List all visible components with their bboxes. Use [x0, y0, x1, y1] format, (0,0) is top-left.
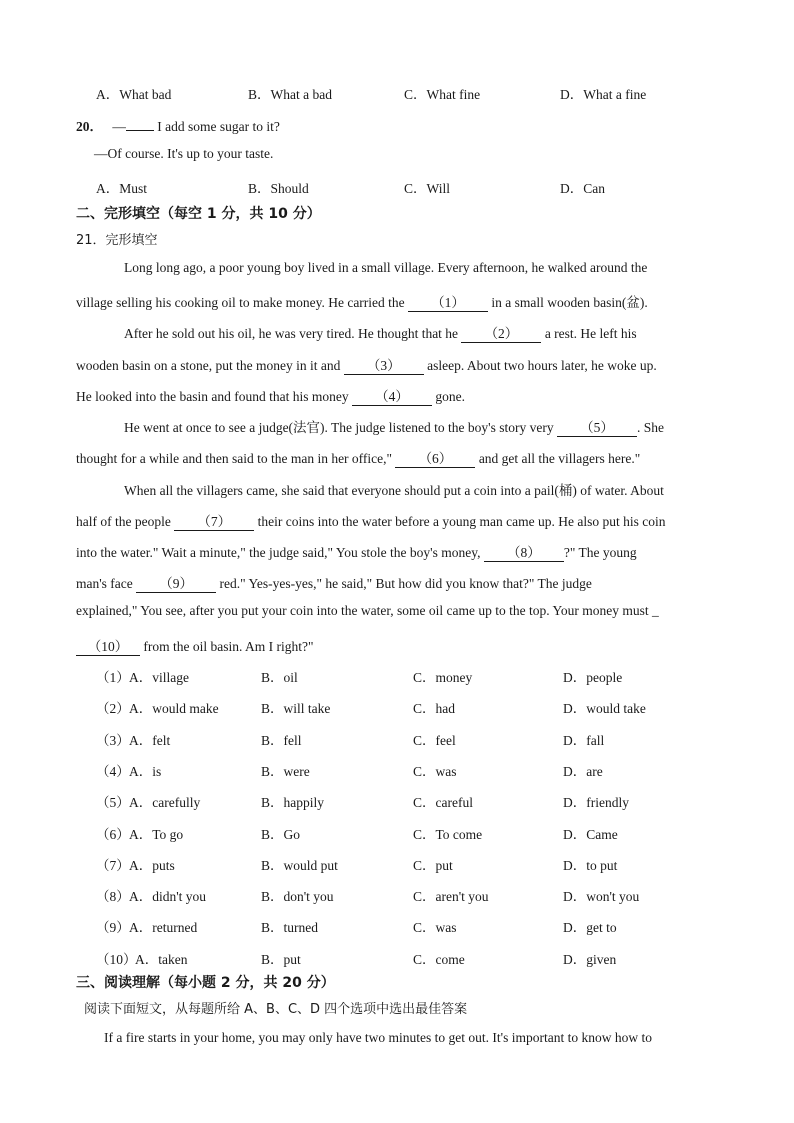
choice-option-c: C．feel: [413, 732, 456, 748]
passage-p4-line3: [76, 541, 718, 562]
choice-option-c: C．put: [413, 857, 453, 873]
choice-option-c: C．come: [413, 951, 465, 967]
blank-2: （2）: [461, 322, 541, 343]
passage-p4-line5: explained," You see, after you put your coin into the water, some oil came up to the top. Your money must _: [76, 603, 659, 618]
section3-heading: 三、阅读理解（每小题 2 分，共 20 分）: [76, 975, 335, 991]
choice-number: （3）: [96, 732, 130, 748]
blank-9: （9）: [136, 572, 216, 593]
choice-option-c: C．To come: [413, 826, 483, 842]
choice-number: （6）: [96, 826, 130, 842]
q19-option-b: B．What a bad: [248, 87, 332, 102]
passage-text: their coins into the water before a young man came up. He also put his coin: [257, 514, 666, 529]
q20-option-a: A．Must: [96, 181, 148, 196]
section3-instruction: 阅读下面短文，从每题所给 A、B、C、D 四个选项中选出最佳答案: [84, 1002, 468, 1017]
choice-number: （7）: [96, 857, 130, 873]
passage-text: a rest. He left his: [544, 326, 637, 341]
passage-p3-line2: [76, 447, 718, 468]
passage-text: . She: [636, 420, 664, 435]
q19-option-c: C．What fine: [404, 87, 481, 102]
reading-passage-line1: If a fire starts in your home, you may only have two minutes to get out. It's important to know how to: [104, 1030, 652, 1045]
choice-option-c: C．aren't you: [413, 889, 489, 905]
choice-option-b: B．don't you: [261, 889, 334, 905]
passage-text: from the oil basin. Am I right?": [143, 639, 314, 654]
q20-number: 20．: [76, 119, 103, 134]
passage-p2-line3: [76, 385, 718, 406]
q20-option-b: B．Should: [248, 181, 309, 196]
choice-option-d: D．are: [563, 763, 603, 779]
passage-p2-line2: [76, 354, 718, 375]
passage-text: He looked into the basin and found that his money: [76, 389, 349, 404]
choice-option-a: A．is: [129, 763, 162, 779]
choice-option-d: D．given: [563, 951, 617, 967]
passage-text: asleep. About two hours later, he woke up.: [427, 358, 657, 373]
section2-heading: 二、完形填空（每空 1 分，共 10 分）: [76, 206, 321, 222]
q20-blank: [126, 130, 154, 131]
passage-text: man's face: [76, 576, 133, 591]
choice-option-c: C．was: [413, 920, 457, 936]
passage-text: red." Yes-yes-yes," he said," But how did you know that?" The judge: [219, 576, 592, 591]
passage-text: gone.: [435, 389, 465, 404]
choice-option-a: A．puts: [129, 857, 175, 873]
choice-option-d: D．fall: [563, 732, 605, 748]
choice-number: （4）: [96, 763, 130, 779]
blank-1: （1）: [408, 291, 488, 312]
blank-5: （5）: [557, 416, 637, 437]
passage-p4-line1: When all the villagers came, she said that everyone should put a coin into a pail(桶) of water. About: [124, 483, 664, 498]
choice-number: （10）: [96, 951, 137, 967]
choice-option-c: C．had: [413, 701, 455, 717]
choice-number: （8）: [96, 889, 130, 905]
blank-4: （4）: [352, 385, 432, 406]
passage-text: in a small wooden basin(盆).: [491, 295, 648, 310]
choice-option-c: C．was: [413, 763, 457, 779]
choice-option-a: A．didn't you: [129, 889, 207, 905]
q21-title: 21．完形填空: [76, 233, 158, 248]
passage-p3-line1: [76, 416, 766, 437]
passage-text: wooden basin on a stone, put the money in it and: [76, 358, 341, 373]
choice-number: （2）: [96, 701, 130, 717]
choice-option-d: D．would take: [563, 701, 646, 717]
choice-option-d: D．people: [563, 670, 623, 685]
passage-p4-line6: [76, 635, 718, 656]
choice-option-b: B．Go: [261, 826, 301, 842]
choice-option-b: B．put: [261, 951, 301, 967]
q20-stem: [76, 115, 280, 135]
choice-option-b: B．were: [261, 763, 310, 779]
passage-p4-line2: [76, 510, 718, 531]
passage-text: into the water." Wait a minute," the judge said," You stole the boy's money,: [76, 545, 481, 560]
choice-option-d: D．friendly: [563, 795, 629, 811]
blank-10: （10）: [76, 635, 140, 656]
choice-number: （1）: [96, 670, 130, 685]
q20-stem-text: I add some sugar to it?: [157, 119, 280, 134]
passage-text: He went at once to see a judge(法官). The judge listened to the boy's story very: [124, 420, 554, 435]
q20-dash: —: [112, 119, 126, 134]
passage-text: and get all the villagers here.": [478, 451, 641, 466]
passage-text: village selling his cooking oil to make money. He carried the: [76, 295, 405, 310]
passage-text: ?" The young: [563, 545, 637, 560]
choice-option-b: B．will take: [261, 701, 331, 717]
choice-number: （5）: [96, 795, 130, 811]
passage-p2-line1: [76, 322, 766, 343]
choice-option-a: A．taken: [135, 951, 188, 967]
passage-text: After he sold out his oil, he was very tired. He thought that he: [124, 326, 459, 341]
choice-option-b: B．fell: [261, 732, 302, 748]
blank-3: （3）: [344, 354, 424, 375]
choice-option-a: A．returned: [129, 920, 198, 936]
blank-8: （8）: [484, 541, 564, 562]
choice-option-b: B．would put: [261, 857, 338, 873]
choice-option-a: A．felt: [129, 732, 171, 748]
q19-option-a: A．What bad: [96, 87, 172, 102]
choice-option-a: A．carefully: [129, 795, 201, 811]
passage-p4-line4: [76, 572, 718, 593]
passage-text: half of the people: [76, 514, 171, 529]
q19-option-d: D．What a fine: [560, 87, 647, 102]
choice-option-d: D．Came: [563, 826, 618, 842]
q20-option-d: D．Can: [560, 181, 605, 196]
choice-option-d: D．to put: [563, 857, 618, 873]
q20-reply: —Of course. It's up to your taste.: [94, 146, 274, 161]
passage-text: thought for a while and then said to the man in her office,": [76, 451, 393, 466]
choice-number: （9）: [96, 920, 130, 936]
choice-option-a: A．To go: [129, 826, 184, 842]
passage-p1-line2: [76, 291, 718, 312]
choice-option-b: B．oil: [261, 670, 298, 685]
choice-option-b: B．happily: [261, 795, 324, 811]
blank-6: （6）: [395, 447, 475, 468]
choice-option-c: C．money: [413, 670, 473, 685]
choice-option-d: D．won't you: [563, 889, 640, 905]
q20-option-c: C．Will: [404, 181, 450, 196]
choice-option-a: A．would make: [129, 701, 219, 717]
choice-option-c: C．careful: [413, 795, 473, 811]
choice-option-a: A．village: [129, 670, 189, 685]
choice-option-b: B．turned: [261, 920, 318, 936]
blank-7: （7）: [174, 510, 254, 531]
choice-option-d: D．get to: [563, 920, 617, 936]
passage-p1-line1: Long long ago, a poor young boy lived in a small village. Every afternoon, he walked around the: [124, 260, 648, 275]
